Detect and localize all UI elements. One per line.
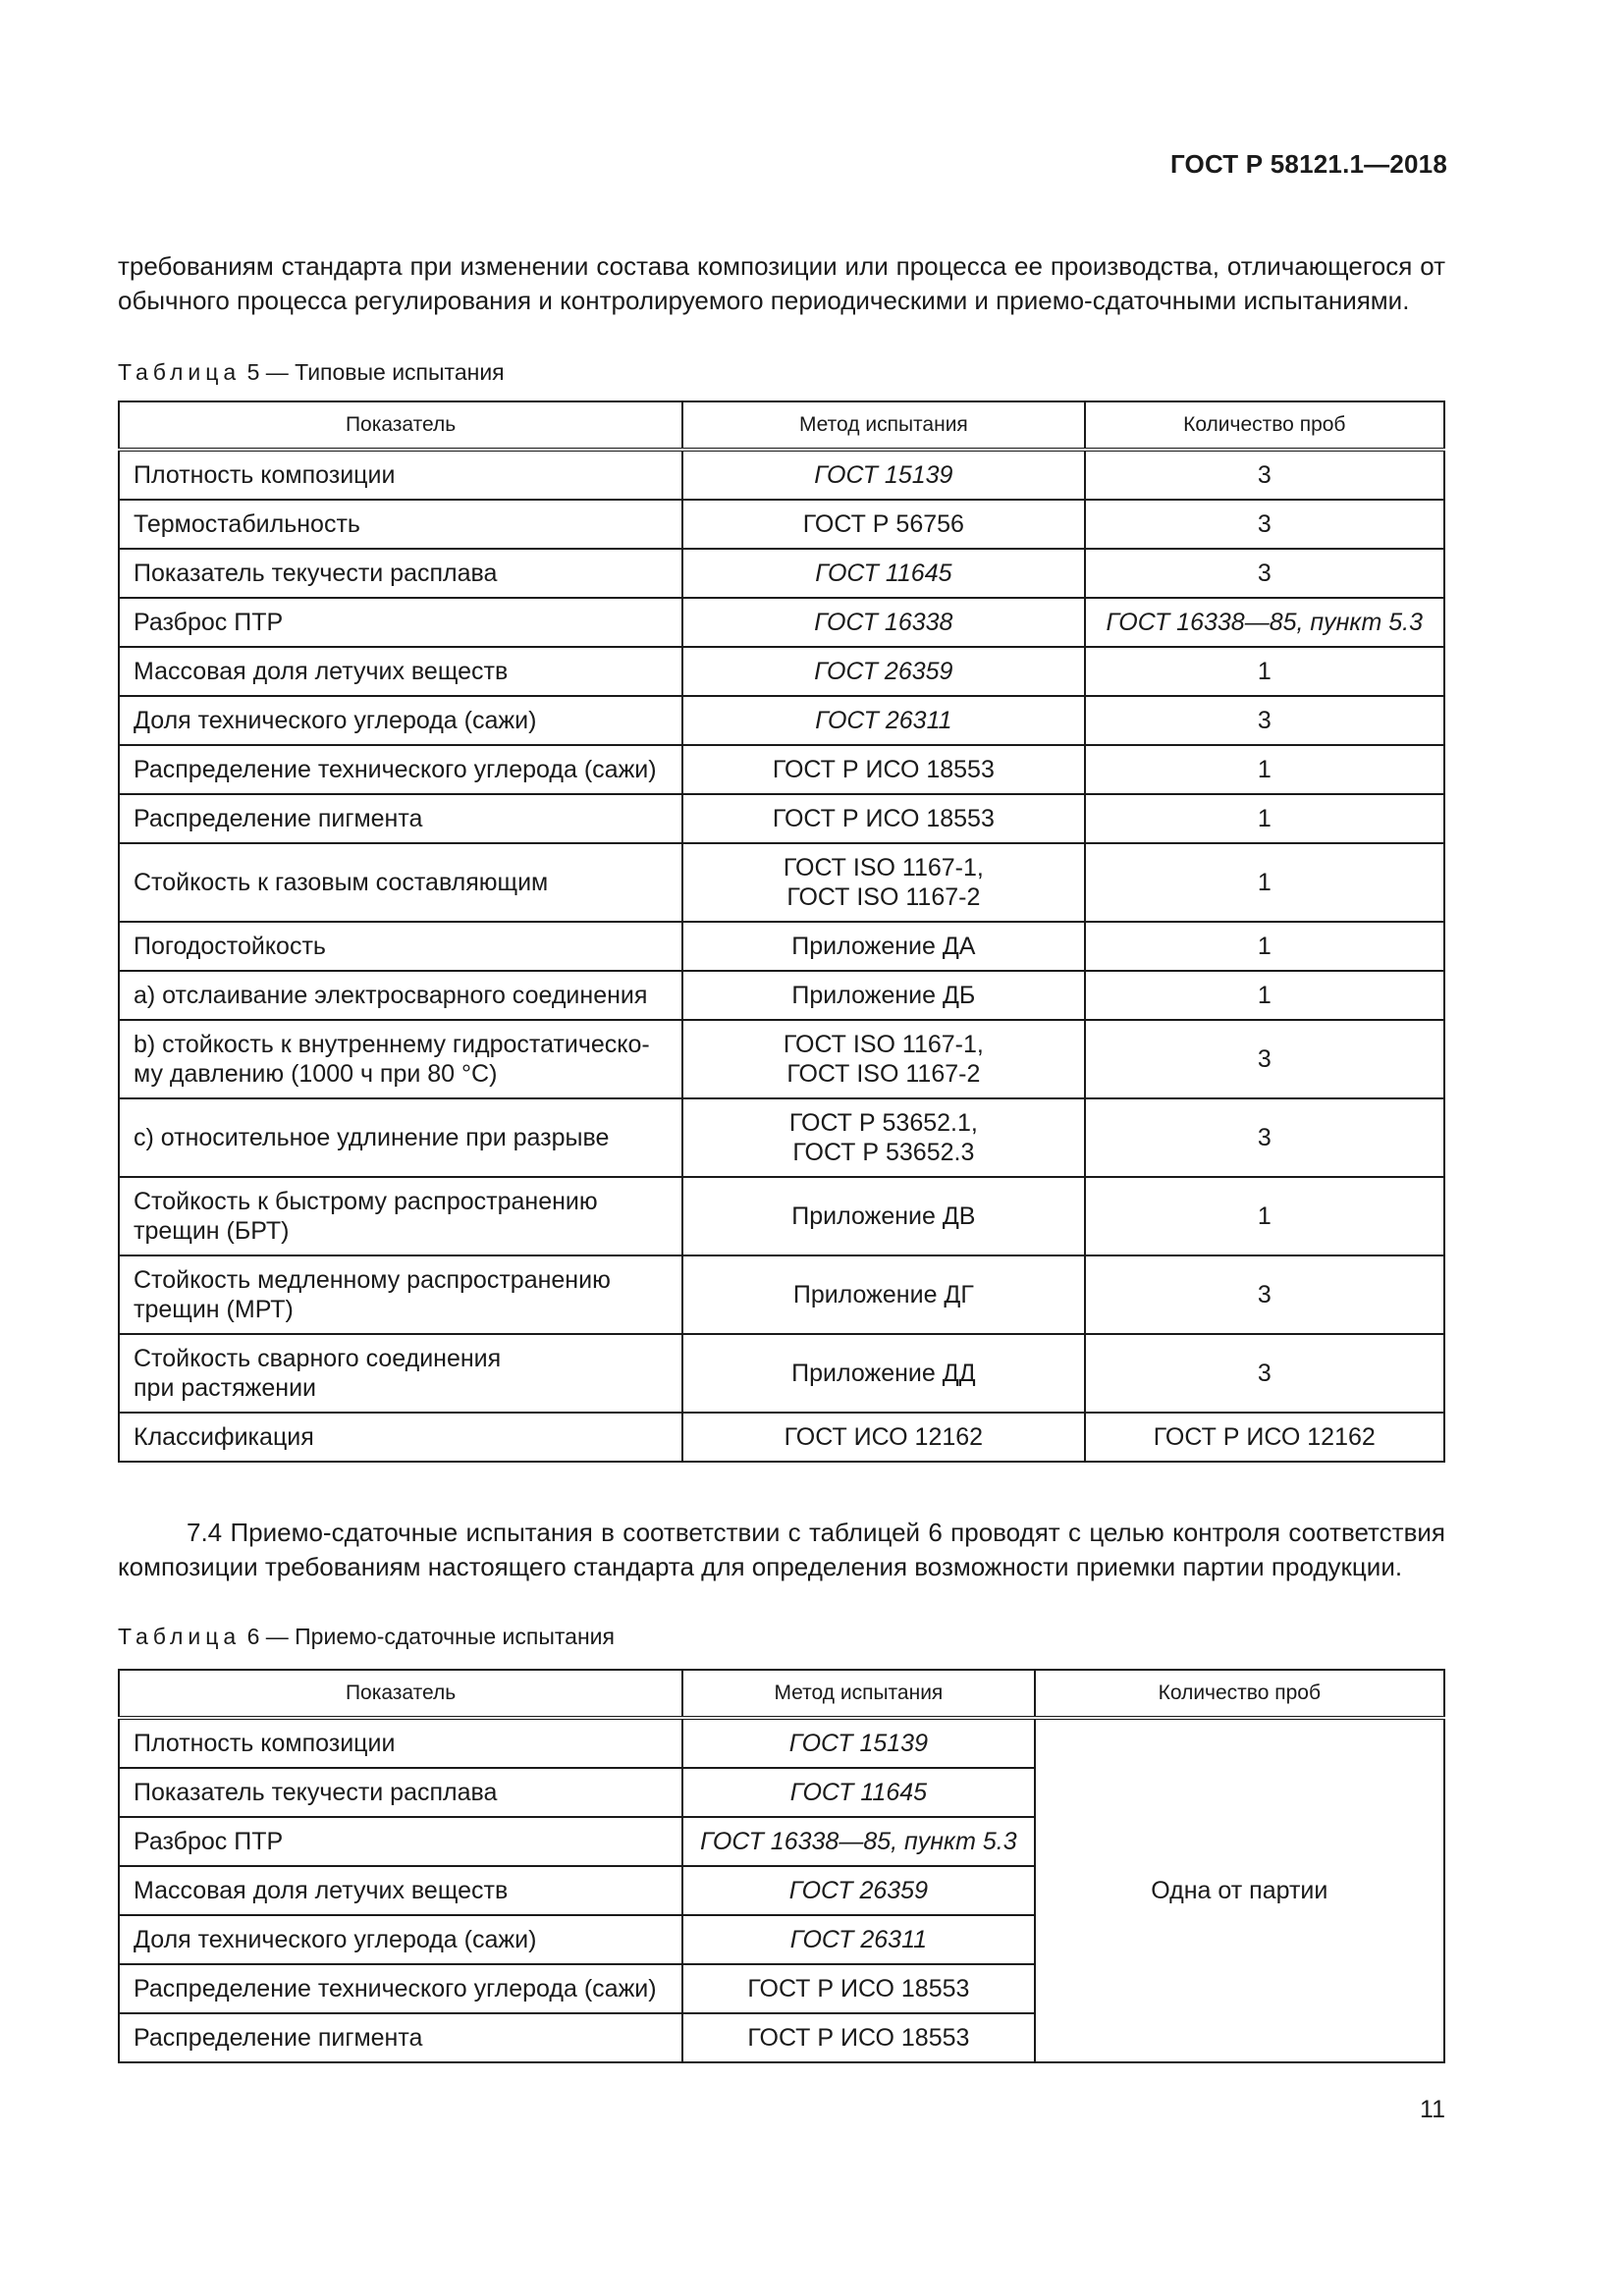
- cell-method: [682, 1020, 1084, 1098]
- cell-quantity: 3: [1085, 1020, 1444, 1098]
- table-row: [119, 1718, 1444, 1768]
- cell-method: Приложение ДБ: [682, 971, 1084, 1020]
- cell-method-line: ГОСТ ISO 1167-1,: [783, 1031, 984, 1058]
- table-row: [119, 1177, 1444, 1255]
- cell-method: Приложение ДВ: [682, 1177, 1084, 1255]
- cell-indicator: Стойкость к газовым составляющим: [119, 843, 682, 922]
- cell-method: ГОСТ ИСО 12162: [682, 1413, 1084, 1462]
- table-row: [119, 1098, 1444, 1177]
- cell-method: ГОСТ Р ИСО 18553: [682, 1964, 1034, 2013]
- table-row: [119, 549, 1444, 598]
- table-typical-tests: [118, 400, 1445, 1463]
- cell-method: Приложение ДГ: [682, 1255, 1084, 1334]
- cell-method: ГОСТ Р ИСО 18553: [682, 794, 1084, 843]
- table-header-row: [119, 1670, 1444, 1718]
- cell-method: ГОСТ 26311: [682, 1915, 1034, 1964]
- cell-indicator-line: Стойкость медленному распространению: [134, 1266, 611, 1294]
- cell-indicator: Погодостойкость: [119, 922, 682, 971]
- header-method: Метод испытания: [682, 401, 1084, 450]
- cell-quantity: 3: [1085, 500, 1444, 549]
- cell-indicator-line: при растяжении: [134, 1374, 317, 1402]
- cell-quantity: 3: [1085, 1098, 1444, 1177]
- table-row: [119, 971, 1444, 1020]
- cell-method: ГОСТ 11645: [682, 1768, 1034, 1817]
- table5-caption-text: 5 — Типовые испытания: [241, 359, 505, 385]
- table-row: [119, 1255, 1444, 1334]
- cell-method-line: ГОСТ ISO 1167-2: [786, 883, 981, 911]
- cell-quantity: ГОСТ Р ИСО 12162: [1085, 1413, 1444, 1462]
- cell-quantity: 3: [1085, 450, 1444, 500]
- table-row: [119, 1413, 1444, 1462]
- table-acceptance-tests: [118, 1669, 1445, 2063]
- table6-caption-prefix: Таблица: [118, 1624, 242, 1649]
- page-number: 11: [1420, 2096, 1445, 2123]
- table-row: [119, 647, 1444, 696]
- cell-indicator-line: трещин (МРТ): [134, 1296, 294, 1323]
- cell-quantity: ГОСТ 16338—85, пункт 5.3: [1085, 598, 1444, 647]
- cell-indicator: Термостабильность: [119, 500, 682, 549]
- cell-indicator: Распределение пигмента: [119, 794, 682, 843]
- cell-indicator: Разброс ПТР: [119, 598, 682, 647]
- cell-method: Приложение ДД: [682, 1334, 1084, 1413]
- cell-method: [682, 843, 1084, 922]
- cell-quantity: 3: [1085, 549, 1444, 598]
- cell-indicator-line: Стойкость сварного соединения: [134, 1345, 502, 1372]
- cell-method-line: ГОСТ Р 53652.3: [792, 1139, 975, 1166]
- cell-indicator: [119, 1020, 682, 1098]
- header-indicator: Показатель: [119, 401, 682, 450]
- cell-method-line: ГОСТ ISO 1167-2: [786, 1060, 981, 1088]
- cell-indicator: Показатель текучести расплава: [119, 1768, 682, 1817]
- cell-indicator-line: му давлению (1000 ч при 80 °C): [134, 1060, 498, 1088]
- cell-indicator-line: b) стойкость к внутреннему гидростатическо-: [134, 1031, 650, 1058]
- cell-method: Приложение ДА: [682, 922, 1084, 971]
- table-row: [119, 598, 1444, 647]
- header-method: Метод испытания: [682, 1670, 1034, 1718]
- cell-indicator: Разброс ПТР: [119, 1817, 682, 1866]
- table-row: [119, 922, 1444, 971]
- cell-method: ГОСТ 26359: [682, 647, 1084, 696]
- cell-indicator: Распределение пигмента: [119, 2013, 682, 2062]
- cell-quantity: 1: [1085, 647, 1444, 696]
- table-row: [119, 1334, 1444, 1413]
- table-row: [119, 794, 1444, 843]
- cell-indicator: Распределение технического углерода (сажи): [119, 745, 682, 794]
- table-row: [119, 745, 1444, 794]
- cell-method: ГОСТ 16338: [682, 598, 1084, 647]
- section-7-4-paragraph: 7.4 Приемо-сдаточные испытания в соответствии с таблицей 6 проводят с целью контроля соответствия композиции требованиям настоящего стандарта для определения возможности приемки партии продукции.: [118, 1518, 1445, 1581]
- cell-method-line: ГОСТ ISO 1167-1,: [783, 854, 984, 881]
- cell-quantity: 3: [1085, 696, 1444, 745]
- header-indicator: Показатель: [119, 1670, 682, 1718]
- cell-method: ГОСТ 15139: [682, 1718, 1034, 1768]
- cell-method: ГОСТ 11645: [682, 549, 1084, 598]
- cell-indicator: а) отслаивание электросварного соединения: [119, 971, 682, 1020]
- table-row: [119, 500, 1444, 549]
- table-header-row: [119, 401, 1444, 450]
- cell-quantity: 1: [1085, 745, 1444, 794]
- cell-method: [682, 1098, 1084, 1177]
- cell-indicator: Показатель текучести расплава: [119, 549, 682, 598]
- table-row: [119, 696, 1444, 745]
- cell-indicator: Доля технического углерода (сажи): [119, 1915, 682, 1964]
- cell-indicator: Доля технического углерода (сажи): [119, 696, 682, 745]
- cell-method-line: ГОСТ Р 53652.1,: [788, 1109, 978, 1137]
- cell-indicator: Распределение технического углерода (сажи): [119, 1964, 682, 2013]
- cell-quantity: 1: [1085, 922, 1444, 971]
- table6-caption-text: 6 — Приемо-сдаточные испытания: [241, 1624, 615, 1649]
- cell-method: ГОСТ Р ИСО 18553: [682, 745, 1084, 794]
- cell-indicator: Плотность композиции: [119, 1718, 682, 1768]
- cell-quantity-merged: Одна от партии: [1035, 1718, 1444, 2062]
- cell-indicator: [119, 1255, 682, 1334]
- table-row: [119, 1020, 1444, 1098]
- cell-method: ГОСТ 16338—85, пункт 5.3: [682, 1817, 1034, 1866]
- table5-caption: [118, 359, 505, 386]
- header-quantity: Количество проб: [1085, 401, 1444, 450]
- cell-indicator: [119, 1334, 682, 1413]
- cell-quantity: 1: [1085, 843, 1444, 922]
- cell-method: ГОСТ 26359: [682, 1866, 1034, 1915]
- table5-caption-prefix: Таблица: [118, 359, 242, 385]
- cell-method: ГОСТ 15139: [682, 450, 1084, 500]
- cell-quantity: 3: [1085, 1255, 1444, 1334]
- cell-indicator-line: трещин (БРТ): [134, 1217, 290, 1245]
- cell-quantity: 1: [1085, 1177, 1444, 1255]
- cell-quantity: 1: [1085, 971, 1444, 1020]
- table-row: [119, 450, 1444, 500]
- cell-quantity: 3: [1085, 1334, 1444, 1413]
- cell-indicator: Массовая доля летучих веществ: [119, 647, 682, 696]
- header-quantity: Количество проб: [1035, 1670, 1444, 1718]
- cell-method: ГОСТ Р ИСО 18553: [682, 2013, 1034, 2062]
- intro-paragraph: требованиям стандарта при изменении состава композиции или процесса ее производства, отличающегося от обычного процесса регулирования и контролируемого периодическими и приемо-сдаточными испытаниями.: [118, 251, 1445, 315]
- cell-indicator: c) относительное удлинение при разрыве: [119, 1098, 682, 1177]
- cell-indicator: Массовая доля летучих веществ: [119, 1866, 682, 1915]
- cell-indicator: [119, 1177, 682, 1255]
- cell-indicator: Плотность композиции: [119, 450, 682, 500]
- cell-indicator: Классификация: [119, 1413, 682, 1462]
- cell-method: ГОСТ Р 56756: [682, 500, 1084, 549]
- table-row: [119, 843, 1444, 922]
- table6-caption: [118, 1624, 615, 1650]
- cell-method: ГОСТ 26311: [682, 696, 1084, 745]
- document-code: ГОСТ Р 58121.1—2018: [1169, 149, 1447, 179]
- cell-quantity: 1: [1085, 794, 1444, 843]
- cell-indicator-line: Стойкость к быстрому распространению: [134, 1188, 598, 1215]
